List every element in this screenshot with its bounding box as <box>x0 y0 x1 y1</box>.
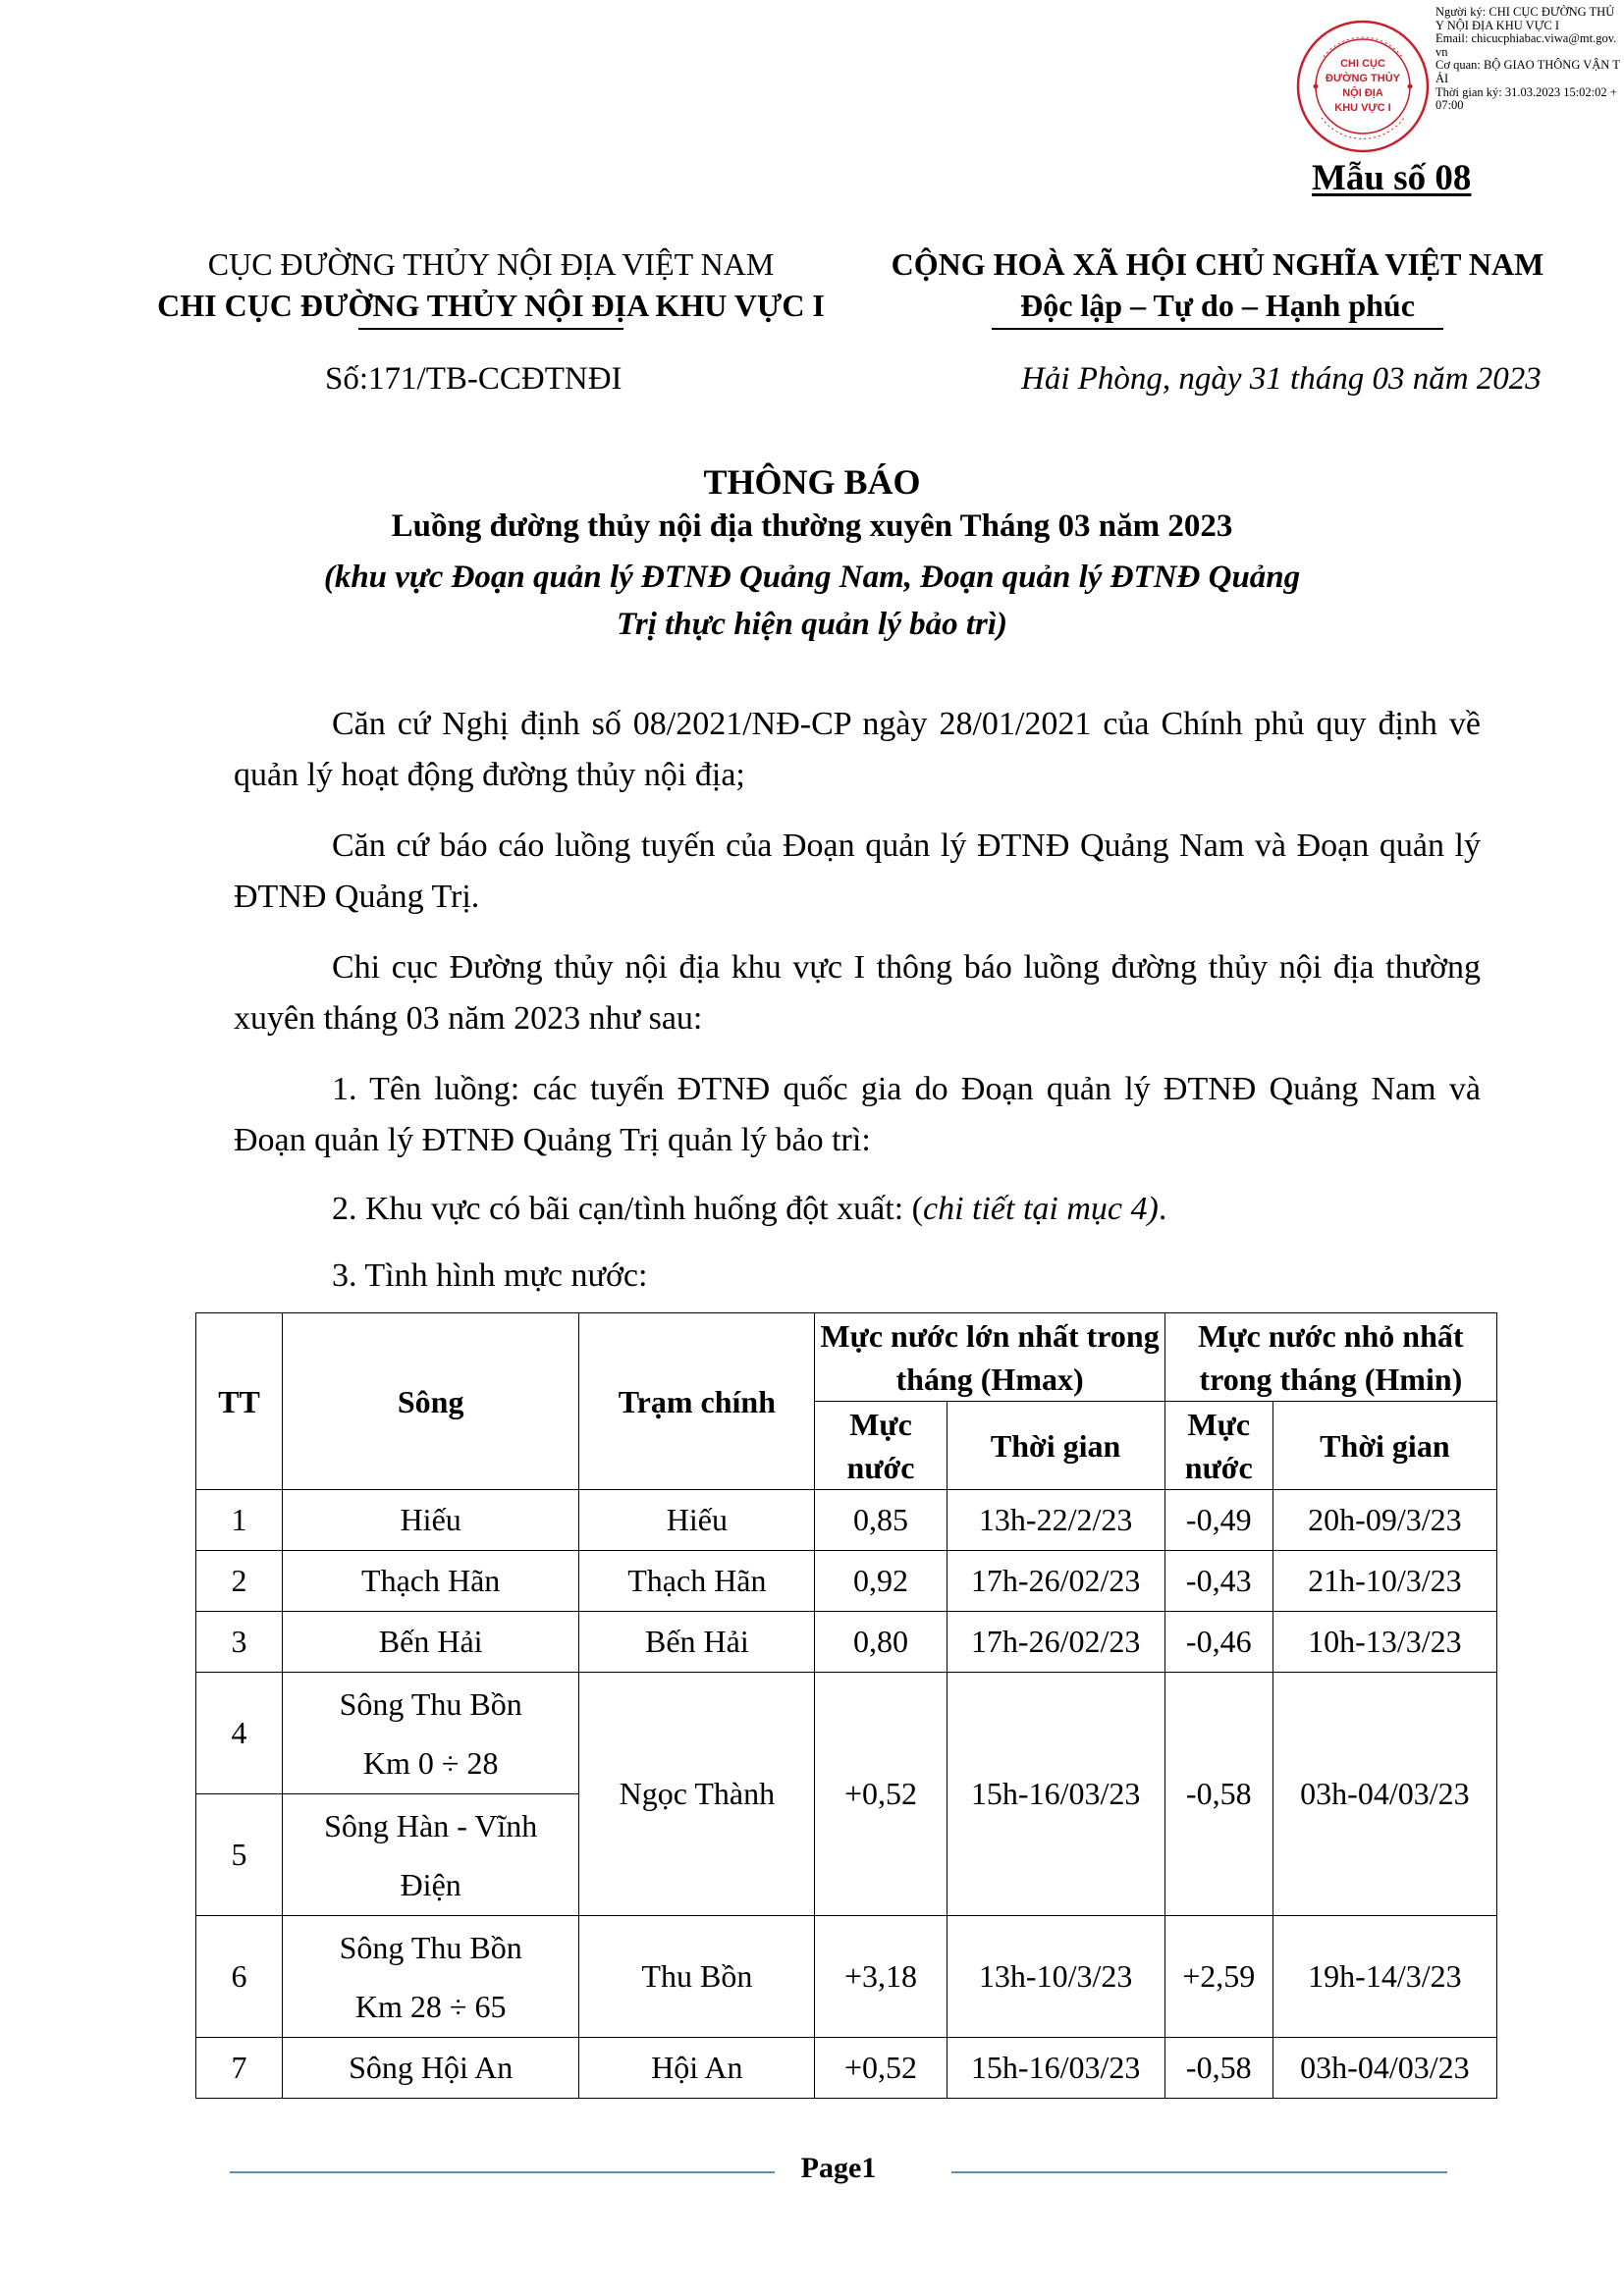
table-row <box>196 1673 1497 1794</box>
title-note-line1: (khu vực Đoạn quản lý ĐTNĐ Quảng Nam, Đoạn quản lý ĐTNĐ Quảng <box>323 560 1301 595</box>
title-note-line2: Trị thực hiện quản lý bảo trì) <box>616 607 1008 642</box>
national-motto: Độc lập – Tự do – Hạnh phúc <box>1020 288 1415 323</box>
cell-hmin-time: 20h-09/3/23 <box>1272 1490 1496 1551</box>
email-line: Email: chicucphiabac.viwa@mt.gov.vn <box>1435 31 1617 59</box>
cell-hmax-merged: +0,52 <box>815 1673 947 1916</box>
cell-tram: Hội An <box>579 2038 815 2099</box>
national-title: CỘNG HOÀ XÃ HỘI CHỦ NGHĨA VIỆT NAM <box>891 246 1544 282</box>
cell-hmax-time: 13h-22/2/23 <box>947 1490 1164 1551</box>
table-row <box>196 1916 1497 2038</box>
cell-hmin-merged: -0,58 <box>1164 1673 1272 1916</box>
cell-hmin: -0,43 <box>1164 1551 1272 1612</box>
cell-hmin-time-merged: 03h-04/03/23 <box>1272 1673 1496 1916</box>
cell-hmin-time: 19h-14/3/23 <box>1272 1916 1496 2038</box>
agency-line: Cơ quan: BỘ GIAO THÔNG VẬN TẢI <box>1435 58 1620 85</box>
cell-hmax: +0,52 <box>815 2038 947 2099</box>
ministry-name: CỤC ĐƯỜNG THỦY NỘI ĐỊA VIỆT NAM <box>207 246 775 282</box>
page-footer <box>230 2152 1447 2191</box>
table-row <box>196 1490 1497 1551</box>
title-main: THÔNG BÁO <box>703 462 921 502</box>
header-hmax-time: Thời gian <box>947 1402 1164 1490</box>
time-line: Thời gian ký: 31.03.2023 15:02:02 +07:00 <box>1435 84 1617 113</box>
cell-tt: 4 <box>196 1673 283 1794</box>
cell-song: Sông Hội An <box>283 2038 579 2099</box>
cell-hmin-time: 03h-04/03/23 <box>1272 2038 1496 2099</box>
header-tt: TT <box>196 1313 283 1490</box>
cell-tt: 3 <box>196 1612 283 1673</box>
cell-hmax-time: 17h-26/02/23 <box>947 1612 1164 1673</box>
header-hmax-level: Mực nước <box>815 1402 947 1490</box>
cell-tram: Hiếu <box>579 1490 815 1551</box>
cell-hmin-time: 21h-10/3/23 <box>1272 1551 1496 1612</box>
cell-song-line2: Km 28 ÷ 65 <box>354 1988 507 2024</box>
table-header-row <box>196 1313 1497 1402</box>
header-right <box>854 243 1581 330</box>
form-number: Mẫu số 08 <box>1312 158 1472 198</box>
cell-tt: 1 <box>196 1490 283 1551</box>
cell-song-line1: Sông Hàn - Vĩnh <box>324 1807 538 1843</box>
cell-song <box>283 1673 579 1794</box>
header-hmin-level: Mực nước <box>1164 1402 1272 1490</box>
signer-line: Người ký: CHI CỤC ĐƯỜNG THỦY NỘI ĐỊA KHU VỰC I <box>1435 5 1615 32</box>
cell-hmin: -0,49 <box>1164 1490 1272 1551</box>
page-number: Page1 <box>800 2152 877 2184</box>
header-song: Sông <box>283 1313 579 1490</box>
table-row <box>196 2038 1497 2099</box>
svg-text:CHI CỤC: CHI CỤC <box>1340 58 1385 70</box>
cell-song-line1: Sông Thu Bồn <box>339 1685 522 1722</box>
paragraph-item-2 <box>234 1184 1481 1235</box>
paragraph-item-1: 1. Tên luồng: các tuyến ĐTNĐ quốc gia do Đoạn quản lý ĐTNĐ Quảng Nam và Đoạn quản lý ĐTNĐ Quảng Trị quản lý bảo trì: <box>234 1071 1481 1158</box>
cell-song-line2: Điện <box>400 1866 461 1902</box>
cell-tram: Thạch Hãn <box>579 1551 815 1612</box>
cell-tram: Bến Hải <box>579 1612 815 1673</box>
svg-text:ĐƯỜNG THỦY: ĐƯỜNG THỦY <box>1326 73 1400 84</box>
title-sub: Luồng đường thủy nội địa thường xuyên Tháng 03 năm 2023 <box>391 508 1233 544</box>
header-left-rule <box>358 328 623 330</box>
agency-name: CHI CỤC ĐƯỜNG THỦY NỘI ĐỊA KHU VỰC I <box>157 288 825 323</box>
title-note <box>0 554 1624 648</box>
cell-hmin: -0,46 <box>1164 1612 1272 1673</box>
header-tram: Trạm chính <box>579 1313 815 1490</box>
svg-text:KHU VỰC I: KHU VỰC I <box>1334 102 1391 114</box>
cell-song-line1: Sông Thu Bồn <box>339 1929 522 1965</box>
cell-hmax-time: 13h-10/3/23 <box>947 1916 1164 2038</box>
document-date: Hải Phòng, ngày 31 tháng 03 năm 2023 <box>1021 361 1542 397</box>
table-row <box>196 1551 1497 1612</box>
header-hmin-time: Thời gian <box>1272 1402 1496 1490</box>
table-row <box>196 1612 1497 1673</box>
paragraph-item-3: 3. Tình hình mực nước: <box>332 1257 648 1294</box>
item-2-end: . <box>1158 1191 1167 1227</box>
cell-song-line2: Km 0 ÷ 28 <box>362 1744 499 1781</box>
cell-tt: 2 <box>196 1551 283 1612</box>
signature-info <box>1435 6 1622 113</box>
cell-song: Bến Hải <box>283 1612 579 1673</box>
cell-hmax: 0,92 <box>815 1551 947 1612</box>
cell-song <box>283 1794 579 1916</box>
header-left <box>118 243 864 330</box>
cell-song: Hiếu <box>283 1490 579 1551</box>
cell-hmin-time: 10h-13/3/23 <box>1272 1612 1496 1673</box>
paragraph-legal-basis: Căn cứ Nghị định số 08/2021/NĐ-CP ngày 28/01/2021 của Chính phủ quy định về quản lý hoạt động đường thủy nội địa; <box>234 706 1481 793</box>
item-2-italic: chi tiết tại mục 4) <box>922 1191 1159 1227</box>
cell-tt: 6 <box>196 1916 283 2038</box>
paragraph-announcement: Chi cục Đường thủy nội địa khu vực I thông báo luồng đường thủy nội địa thường xuyên tháng 03 năm 2023 như sau: <box>234 949 1481 1037</box>
cell-tram: Thu Bồn <box>579 1916 815 2038</box>
cell-hmax: +3,18 <box>815 1916 947 2038</box>
cell-hmax-time-merged: 15h-16/03/23 <box>947 1673 1164 1916</box>
cell-hmin: +2,59 <box>1164 1916 1272 2038</box>
cell-hmax-time: 17h-26/02/23 <box>947 1551 1164 1612</box>
cell-hmax-time: 15h-16/03/23 <box>947 2038 1164 2099</box>
cell-tt: 5 <box>196 1794 283 1916</box>
cell-tram-merged: Ngọc Thành <box>579 1673 815 1916</box>
header-right-rule <box>992 328 1443 330</box>
cell-hmin: -0,58 <box>1164 2038 1272 2099</box>
header-hmax: Mực nước lớn nhất trong tháng (Hmax) <box>815 1313 1164 1402</box>
footer-rule-right <box>951 2171 1447 2173</box>
svg-text:NỘI ĐỊA: NỘI ĐỊA <box>1342 87 1383 99</box>
paragraph-report-basis: Căn cứ báo cáo luồng tuyến của Đoạn quản lý ĐTNĐ Quảng Nam và Đoạn quản lý ĐTNĐ Quảng Trị. <box>234 828 1481 915</box>
cell-song: Thạch Hãn <box>283 1551 579 1612</box>
cell-hmax: 0,80 <box>815 1612 947 1673</box>
official-seal <box>1294 18 1432 155</box>
cell-song <box>283 1916 579 2038</box>
water-level-table <box>195 1312 1497 2099</box>
cell-hmax: 0,85 <box>815 1490 947 1551</box>
item-2-text: 2. Khu vực có bãi cạn/tình huống đột xuất: ( <box>332 1191 923 1227</box>
document-number: Số:171/TB-CCĐTNĐI <box>325 361 623 397</box>
cell-tt: 7 <box>196 2038 283 2099</box>
header-hmin: Mực nước nhỏ nhất trong tháng (Hmin) <box>1164 1313 1496 1402</box>
